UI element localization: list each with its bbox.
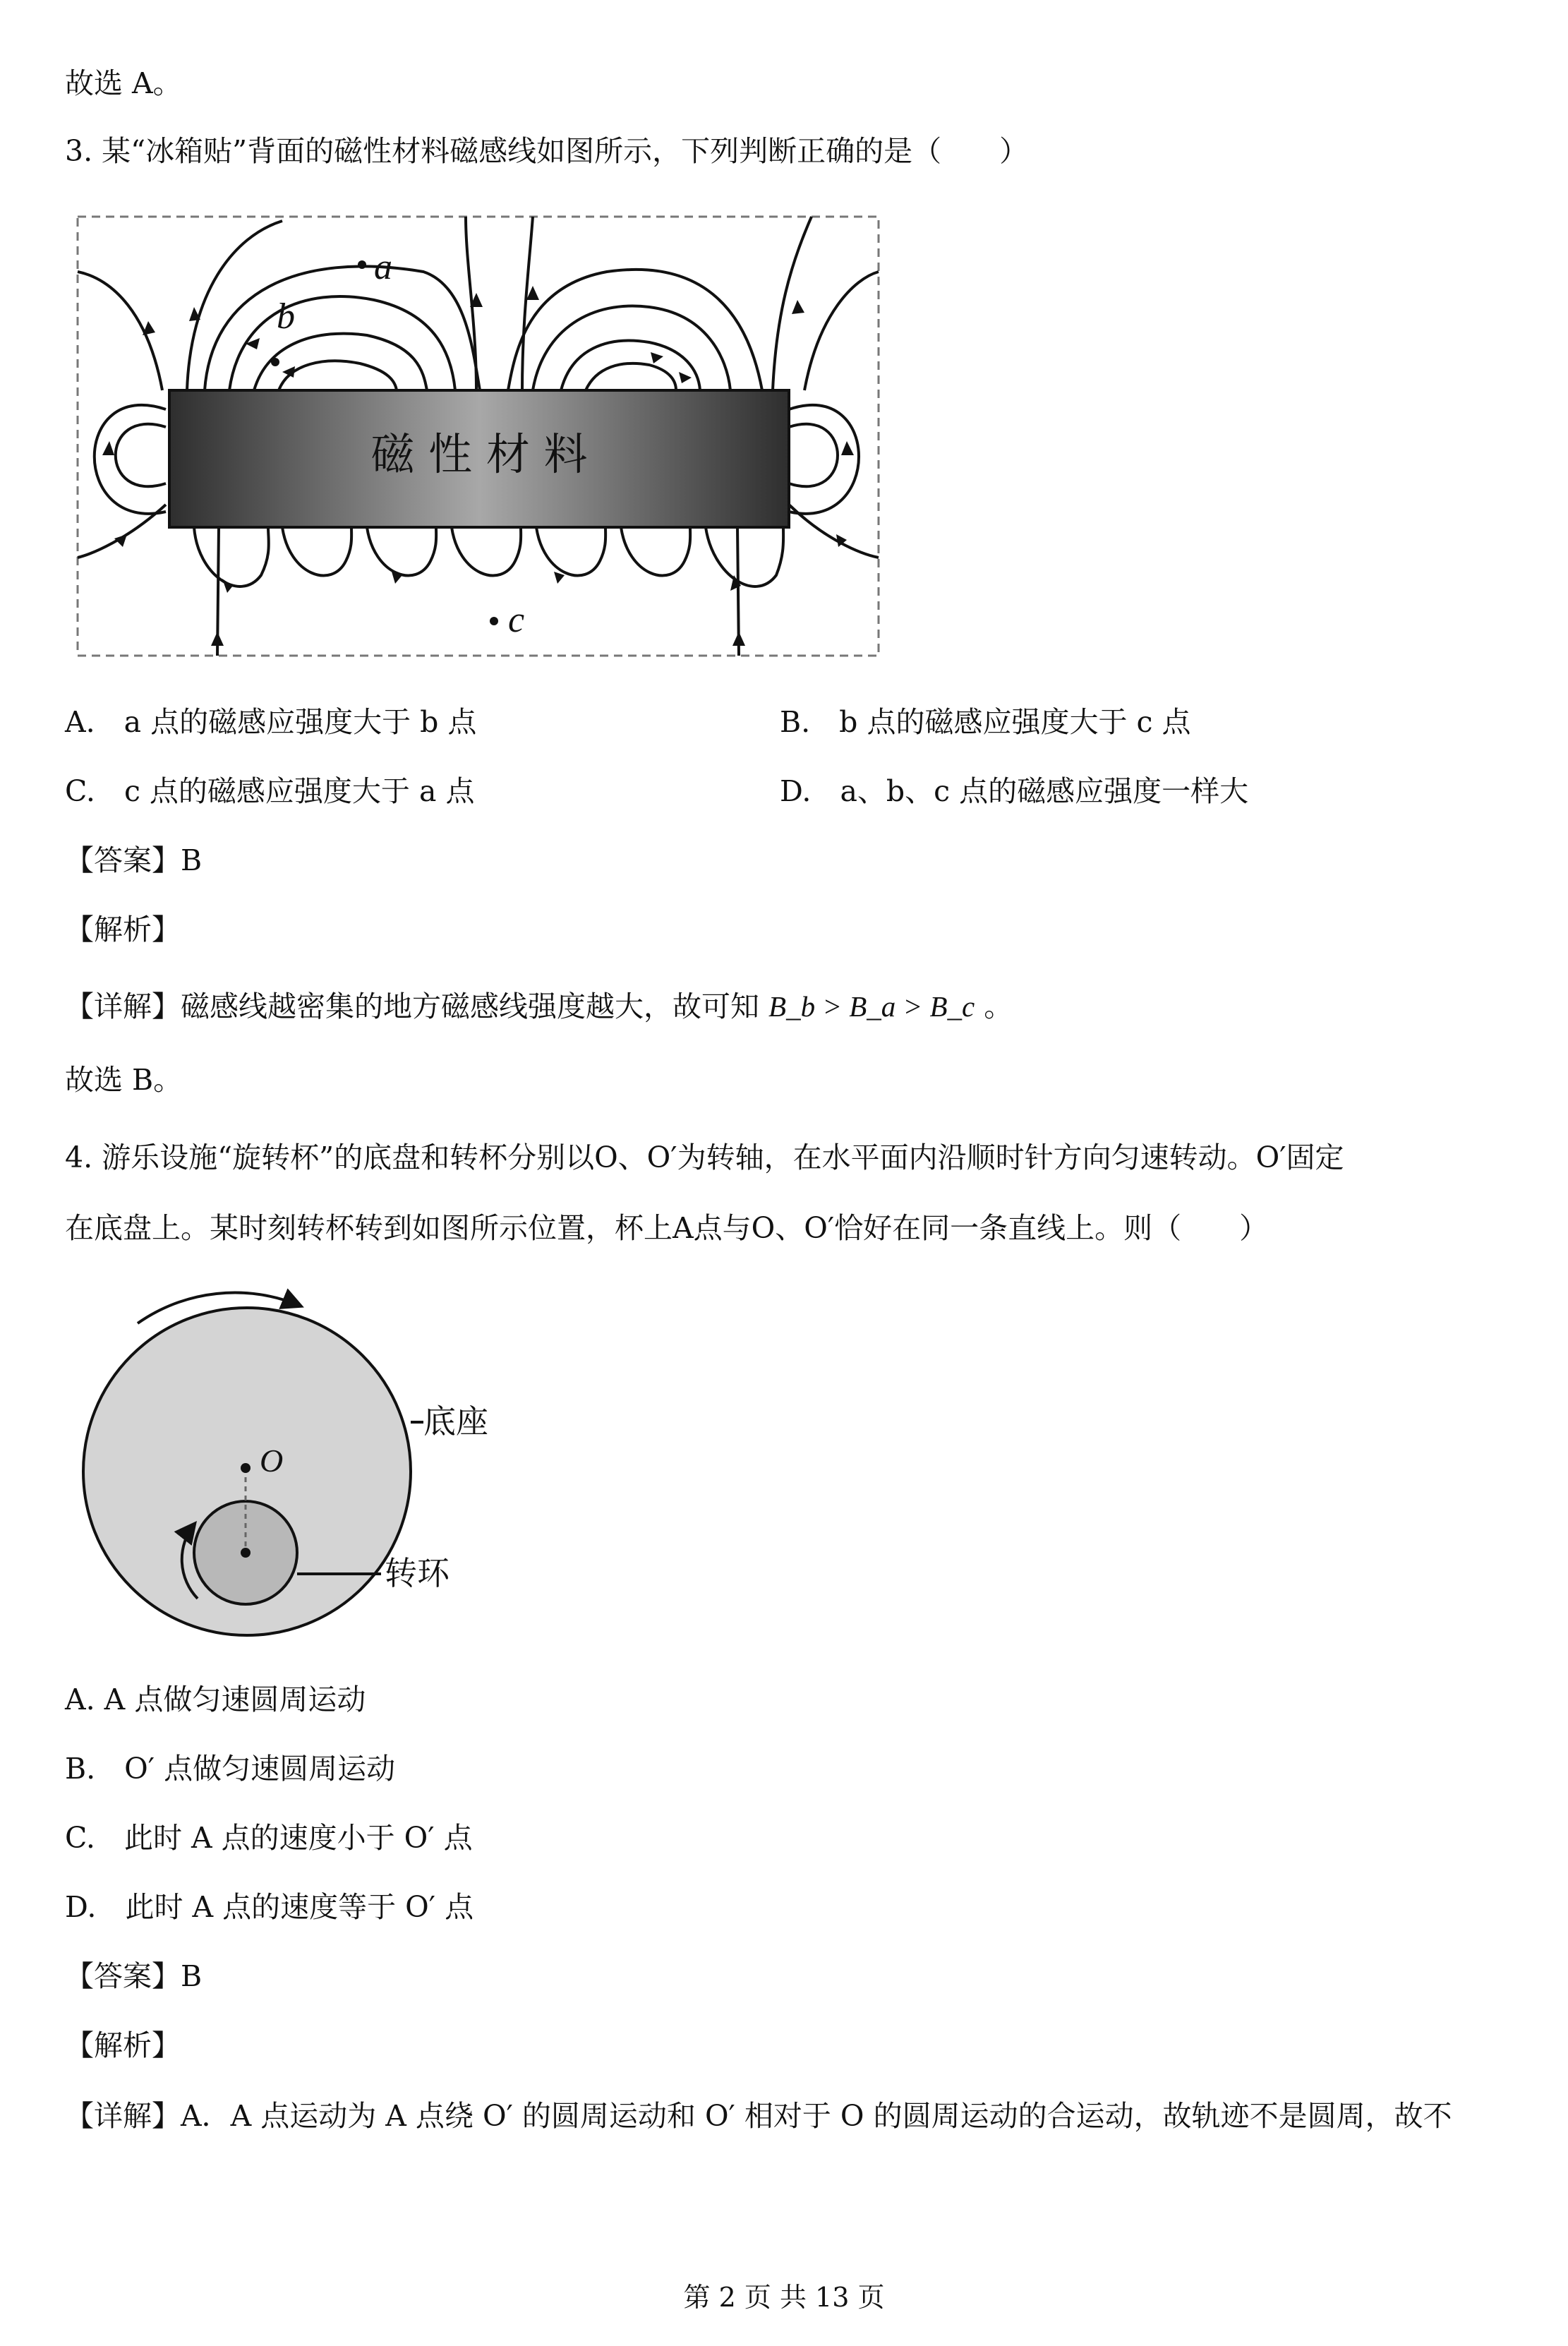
q3-option-d: D. a、b、c 点的磁感应强度一样大 [780, 774, 1249, 808]
question-4-stem-1: 4. 游乐设施“旋转杯”的底盘和转杯分别以O、O′为转轴，在水平面内沿顺时针方向匀速转动。O′固定 [65, 1141, 1344, 1174]
center-o-prime-dot [241, 1548, 251, 1558]
q4-option-b: B. O′ 点做匀速圆周运动 [65, 1752, 396, 1786]
question-4-stem-2: 在底盘上。某时刻转杯转到如图所示位置，杯上A点与O、O′恰好在同一条直线上。则（ ） [65, 1211, 1269, 1245]
magnetic-field-figure [71, 208, 889, 667]
point-a-label: a [374, 247, 392, 287]
point-a-dot [358, 260, 366, 269]
q4-option-d: D. 此时 A 点的速度等于 O′ 点 [65, 1890, 474, 1924]
q3-detail-inequality: B_b > B_a > B_c [768, 990, 975, 1023]
q4-analysis: 【解析】 [65, 2028, 181, 2062]
q3-analysis: 【解析】 [65, 913, 181, 946]
q3-option-b: B. b 点的磁感应强度大于 c 点 [780, 705, 1191, 739]
q3-option-a: A. a 点的磁感应强度大于 b 点 [65, 705, 477, 739]
page-footer: 第 2 页 共 13 页 [683, 2282, 885, 2313]
cup-label: 转环 [385, 1554, 450, 1592]
q3-answer: 【答案】B [65, 843, 203, 877]
point-b-dot [271, 358, 279, 366]
point-c-label: c [508, 600, 525, 640]
q4-answer: 【答案】B [65, 1959, 203, 1993]
base-label: 底座 [423, 1402, 488, 1440]
conclusion-a: 故选 A。 [65, 66, 182, 100]
q3-option-c: C. c 点的磁感应强度大于 a 点 [65, 774, 475, 808]
rotating-cup-figure [71, 1281, 536, 1648]
center-o-label: O [260, 1443, 284, 1479]
point-c-dot [490, 617, 498, 625]
q4-option-a: A. A 点做匀速圆周运动 [65, 1683, 366, 1716]
q3-detail-end: 。 [984, 989, 1013, 1023]
q4-detail: 【详解】A．A 点运动为 A 点绕 O′ 的圆周运动和 O′ 相对于 O 的圆周运动的合运动，故轨迹不是圆周，故不 [65, 2099, 1452, 2133]
question-3-stem: 3. 某“冰箱贴”背面的磁性材料磁感线如图所示，下列判断正确的是（ ） [65, 134, 1029, 168]
point-b-label: b [277, 296, 295, 337]
q4-option-c: C. 此时 A 点的速度小于 O′ 点 [65, 1821, 473, 1855]
q3-detail [65, 987, 1013, 1026]
magnet-label: 磁 性 材 料 [370, 428, 588, 480]
q3-detail-text: 【详解】磁感线越密集的地方磁感线强度越大，故可知 [65, 989, 759, 1023]
center-o-dot [241, 1463, 251, 1473]
conclusion-b: 故选 B。 [65, 1063, 183, 1097]
